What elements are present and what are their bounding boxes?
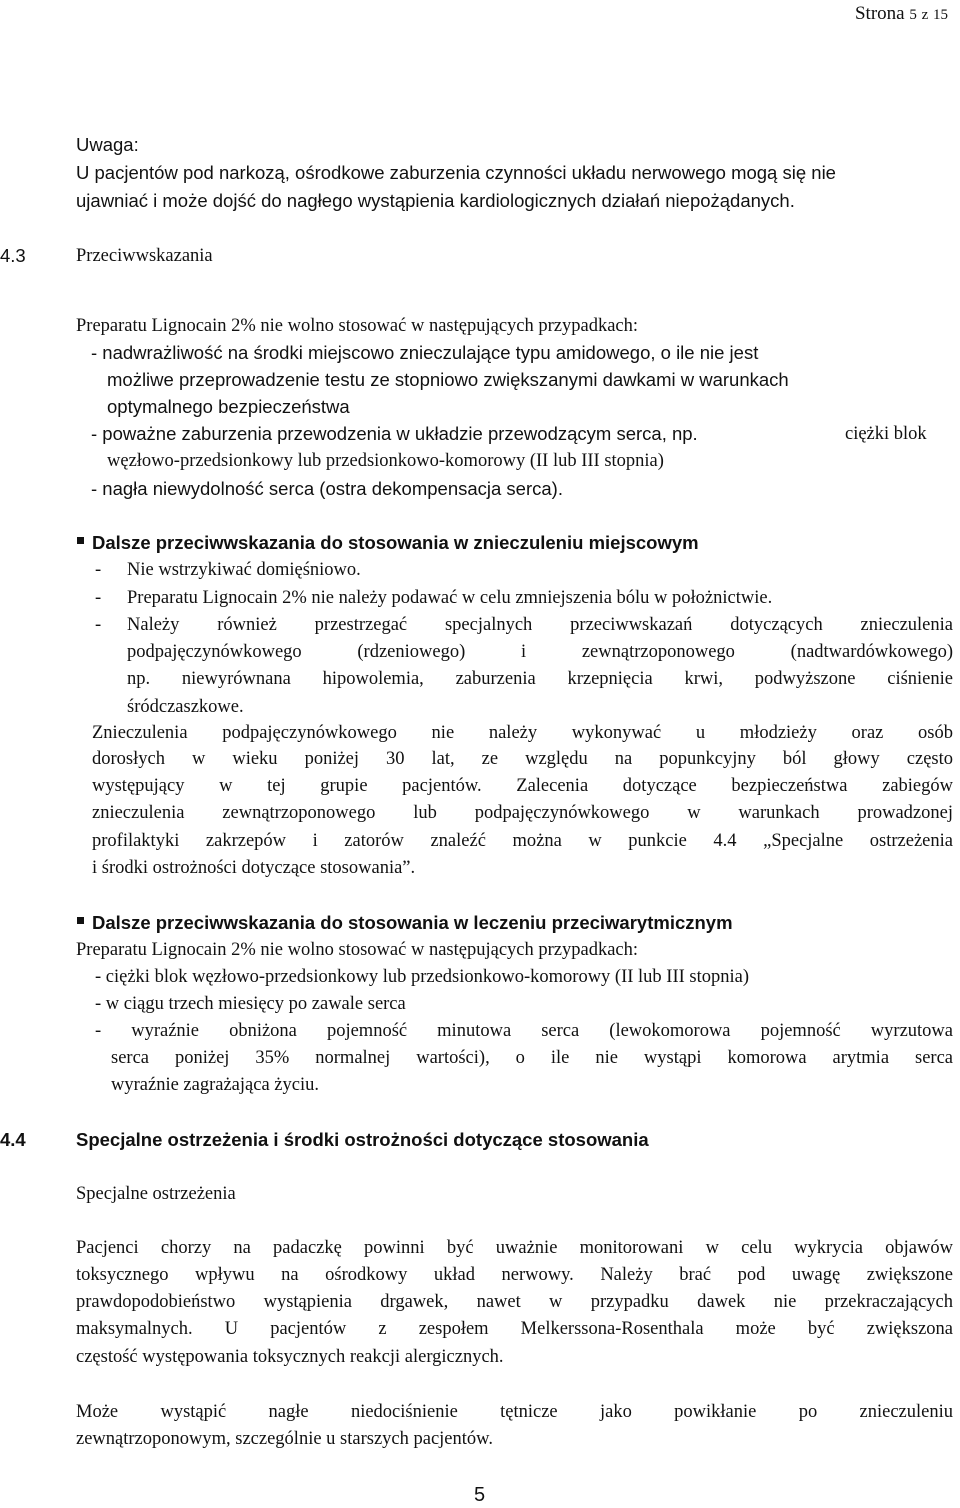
s44-para1-line-4: maksymalnych. U pacjentów z zespołem Melkerssona-Rosenthala może być zwiększona bbox=[76, 1319, 953, 1339]
s43-list-line-2: możliwe przeprowadzenie testu ze stopniowo zwiększanymi dawkami w warunkach bbox=[107, 369, 789, 390]
s44-subtitle: Specjalne ostrzeżenia bbox=[76, 1184, 236, 1204]
header-of-word: z bbox=[921, 7, 929, 23]
s43-list-line-5: węzłowo-przedsionkowy lub przedsionkowo-komorowy (II lub III stopnia) bbox=[107, 451, 664, 471]
header-page-num: 5 bbox=[909, 7, 917, 23]
s43-list-line-6: - nagła niewydolność serca (ostra dekompensacja serca). bbox=[91, 478, 563, 499]
local-dash-1: - bbox=[95, 560, 102, 580]
local-dash-2: - bbox=[95, 588, 102, 608]
s44-para1-line-2: toksycznego wpływu na ośrodkowy układ nerwowy. Należy brać pod uwagę zwiększone bbox=[76, 1265, 953, 1285]
header-page-word: Strona bbox=[854, 3, 905, 24]
local-para-line-2: dorosłych w wieku poniżej 30 lat, ze względu na popunkcyjny ból głowy często bbox=[92, 749, 953, 769]
header-total: 15 bbox=[933, 7, 948, 23]
local-dash-3: - bbox=[95, 615, 102, 635]
section-4-3-number: 4.3 bbox=[0, 245, 26, 266]
local-item-3-line-3: np. niewyrównana hipowolemia, zaburzenia krzepnięcia krwi, podwyższone ciśnienie bbox=[127, 669, 953, 689]
s44-para1-line-1: Pacjenci chorzy na padaczkę powinni być uważnie monitorowani w celu wykrycia objawów bbox=[76, 1238, 953, 1258]
local-para-line-3: występujący w tej grupie pacjentów. Zalecenia dotyczące bezpieczeństwa zabiegów bbox=[92, 776, 953, 796]
uwaga-title: Uwaga: bbox=[76, 134, 139, 155]
arrhythm-item-3-line-3: wyraźnie zagrażająca życiu. bbox=[111, 1075, 319, 1095]
s44-para2-line-1: Może wystąpić nagłe niedociśnienie tętnicze jako powikłanie po znieczuleniu bbox=[76, 1402, 953, 1422]
arrhythm-intro: Preparatu Lignocain 2% nie wolno stosować w następujących przypadkach: bbox=[76, 940, 639, 960]
arrhythm-item-3-line-2: serca poniżej 35% normalnej wartości), o ile nie wystąpi komorowa arytmia serca bbox=[111, 1048, 953, 1068]
arrhythm-item-3-line-1: - wyraźnie obniżona pojemność minutowa serca (lewokomorowa pojemność wyrzutowa bbox=[95, 1021, 953, 1041]
arrhythm-item-1: - ciężki blok węzłowo-przedsionkowy lub przedsionkowo-komorowy (II lub III stopnia) bbox=[95, 967, 750, 987]
s43-list-line-1: - nadwrażliwość na środki miejscowo znieczulające typu amidowego, o ile nie jest bbox=[91, 342, 759, 363]
arrhythm-item-2: - w ciągu trzech miesięcy po zawale serca bbox=[95, 994, 406, 1014]
local-para-line-4: znieczulenia zewnątrzoponowego lub podpajęczynówkowego w warunkach prowadzonej bbox=[92, 803, 953, 823]
local-para-line-6: i środki ostrożności dotyczące stosowania”. bbox=[92, 858, 416, 878]
s43-list-line-4b: ciężki blok bbox=[845, 424, 927, 444]
local-item-3-line-4: śródczaszkowe. bbox=[127, 697, 244, 717]
arrhythm-title: Dalsze przeciwwskazania do stosowania w leczeniu przeciwarytmicznym bbox=[92, 912, 733, 933]
local-para-line-1: Znieczulenia podpajęczynówkowego nie należy wykonywać u młodzieży oraz osób bbox=[92, 723, 953, 743]
s44-para1-line-3: prawdopodobieństwo wystąpienia drgawek, nawet w przypadku dawek nie przekraczających bbox=[76, 1292, 953, 1312]
footer-page-number: 5 bbox=[474, 1484, 486, 1506]
local-para-line-5: profilaktyki zakrzepów i zatorów znaleźć można w punkcie 4.4 „Specjalne ostrzeżenia bbox=[92, 831, 953, 851]
section-4-4-number: 4.4 bbox=[0, 1129, 26, 1150]
bullet-square-icon bbox=[77, 917, 84, 924]
section-4-4-title: Specjalne ostrzeżenia i środki ostrożności dotyczące stosowania bbox=[76, 1129, 649, 1150]
uwaga-line-2: ujawniać i może dojść do nagłego wystąpienia kardiologicznych działań niepożądanych. bbox=[76, 190, 795, 211]
s43-intro: Preparatu Lignocain 2% nie wolno stosować w następujących przypadkach: bbox=[76, 316, 639, 336]
local-item-1: Nie wstrzykiwać domięśniowo. bbox=[127, 560, 361, 580]
s43-list-line-4: - poważne zaburzenia przewodzenia w układzie przewodzącym serca, np. bbox=[91, 423, 698, 444]
local-item-3-line-1: Należy również przestrzegać specjalnych przeciwwskazań dotyczących znieczulenia bbox=[127, 615, 953, 635]
s44-para2-line-2: zewnątrzoponowym, szczególnie u starszych pacjentów. bbox=[76, 1429, 493, 1449]
bullet-square-icon bbox=[77, 537, 84, 544]
local-item-3-line-2: podpajęczynówkowego (rdzeniowego) i zewnątrzoponowego (nadtwardówkowego) bbox=[127, 642, 953, 662]
local-item-2: Preparatu Lignocain 2% nie należy podawać w celu zmniejszenia bólu w położnictwie. bbox=[127, 588, 773, 608]
local-title: Dalsze przeciwwskazania do stosowania w znieczuleniu miejscowym bbox=[92, 532, 699, 553]
section-4-3-title: Przeciwwskazania bbox=[76, 246, 213, 266]
page-header bbox=[855, 2, 948, 27]
uwaga-line-1: U pacjentów pod narkozą, ośrodkowe zaburzenia czynności układu nerwowego mogą się nie bbox=[76, 162, 836, 183]
s43-list-line-3: optymalnego bezpieczeństwa bbox=[107, 396, 350, 417]
s44-para1-line-5: częstość występowania toksycznych reakcji alergicznych. bbox=[76, 1347, 504, 1367]
